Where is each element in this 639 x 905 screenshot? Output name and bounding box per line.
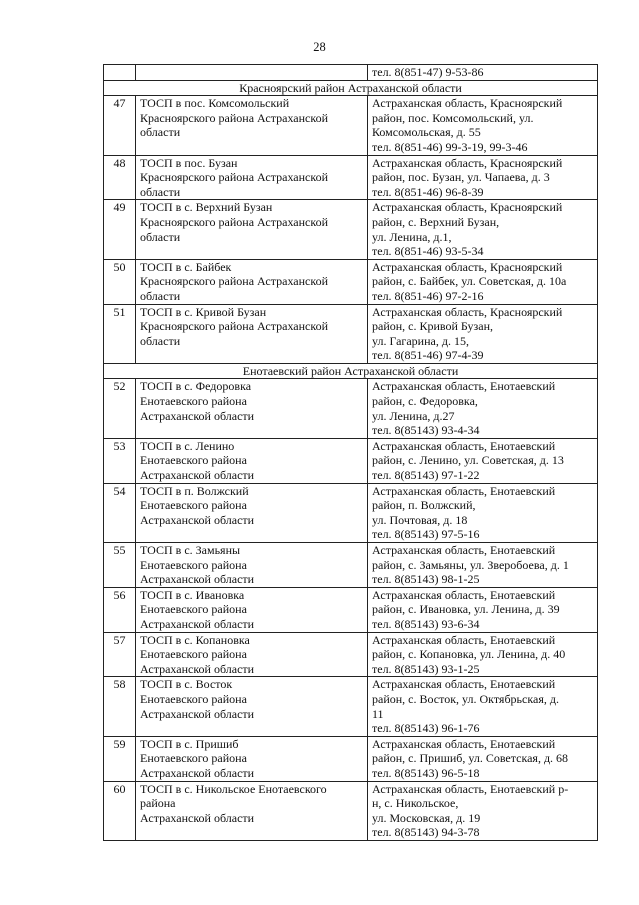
table-row [104, 304, 598, 363]
row-name [136, 155, 368, 200]
address-line: район, с. Байбек, ул. Советская, д. 10а [372, 274, 567, 289]
row-address [368, 438, 598, 483]
address-line: тел. 8(851-46) 97-4-39 [372, 348, 484, 363]
row-number: 56 [104, 587, 136, 632]
address-line: тел. 8(85143) 93-4-34 [372, 423, 480, 438]
table-row [104, 155, 598, 200]
row-name [136, 543, 368, 588]
row-number: 54 [104, 483, 136, 542]
address-line: тел. 8(851-46) 93-5-34 [372, 244, 484, 259]
table-row [104, 587, 598, 632]
address-line: тел. 8(851-46) 96-8-39 [372, 184, 484, 199]
row-number: 52 [104, 379, 136, 438]
address-line: район, с. Копановка, ул. Ленина, д. 40 [372, 647, 566, 662]
row-address [368, 736, 598, 781]
district-title: Красноярский район Астраханской области [104, 80, 598, 96]
address-line: Астраханская область, Красноярский [372, 200, 563, 215]
page-number: 28 [313, 40, 326, 54]
name-line: области [140, 229, 181, 244]
address-line: тел. 8(851-46) 99-3-19, 99-3-46 [372, 139, 528, 154]
row-address [368, 155, 598, 200]
table-row [104, 200, 598, 259]
row-number: 47 [104, 96, 136, 155]
name-line: Астраханской области [140, 616, 255, 631]
row-name [136, 587, 368, 632]
address-line: район, пос. Бузан, ул. Чапаева, д. 3 [372, 170, 550, 185]
name-line: ТОСП в пос. Бузан [140, 155, 238, 170]
registry-table [103, 64, 598, 841]
name-line: ТОСП в с. Федоровка [140, 379, 252, 394]
row-name [136, 483, 368, 542]
address-line: Астраханская область, Енотаевский [372, 632, 556, 647]
address-line: тел. 8(851-46) 97-2-16 [372, 288, 484, 303]
row-address [368, 543, 598, 588]
name-line: Енотаевского района [140, 498, 247, 513]
row-name [136, 677, 368, 736]
name-line: Енотаевского района [140, 647, 247, 662]
table-row [104, 96, 598, 155]
address-line: Астраханская область, Красноярский [372, 96, 563, 111]
table-row [104, 781, 598, 840]
name-line: ТОСП в с. Замьяны [140, 543, 241, 557]
address-line: тел. 8(85143) 93-1-25 [372, 661, 480, 676]
address-line: район, с. Замьяны, ул. Зверобоева, д. 1 [372, 557, 569, 572]
name-line: ТОСП в с. Ленино [140, 438, 235, 453]
address-line: Астраханская область, Красноярский [372, 259, 563, 274]
address-line: Астраханская область, Енотаевский [372, 438, 556, 453]
name-line: Енотаевского района [140, 691, 247, 706]
address-line: Астраханская область, Енотаевский [372, 483, 556, 498]
name-line: Красноярского района Астраханской [140, 214, 329, 229]
address-line: Комсомольская, д. 55 [372, 125, 481, 140]
address-line: тел. 8(85143) 97-5-16 [372, 527, 480, 542]
name-line: Енотаевского района [140, 557, 247, 572]
row-name [136, 438, 368, 483]
address-line: ул. Гагарина, д. 15, [372, 333, 469, 348]
address-line: ул. Ленина, д.1, [372, 229, 452, 244]
table-row [104, 65, 598, 81]
name-line: Астраханской области [140, 661, 255, 676]
name-line: ТОСП в с. Верхний Бузан [140, 200, 273, 215]
table-row [104, 379, 598, 438]
address-line: Астраханская область, Красноярский [372, 155, 563, 170]
name-line: Красноярского района Астраханской [140, 319, 329, 334]
row-name [136, 259, 368, 304]
address-line: Астраханская область, Енотаевский [372, 379, 556, 394]
row-name [136, 736, 368, 781]
district-header-row [104, 80, 598, 96]
name-line: Астраханской области [140, 810, 255, 825]
table-row [104, 677, 598, 736]
address-line: Астраханская область, Енотаевский [372, 587, 556, 602]
address-line: тел. 8(85143) 93-6-34 [372, 616, 480, 631]
district-header-row [104, 363, 598, 379]
address-line: район, с. Пришиб, ул. Советская, д. 68 [372, 751, 569, 766]
name-line: ТОСП в пос. Комсомольский [140, 96, 290, 111]
row-address [368, 677, 598, 736]
row-address [368, 379, 598, 438]
address-line: район, п. Волжский, [372, 498, 476, 513]
row-number: 58 [104, 677, 136, 736]
table-row [104, 438, 598, 483]
row-address [368, 632, 598, 677]
row-number [104, 65, 136, 81]
address-line: Астраханская область, Енотаевский [372, 677, 556, 692]
name-line: Красноярского района Астраханской [140, 110, 329, 125]
row-address [368, 96, 598, 155]
name-line: Енотаевского района [140, 394, 247, 409]
address-line: район, с. Федоровка, [372, 394, 478, 409]
name-line: ТОСП в с. Копановка [140, 632, 250, 647]
row-name [136, 379, 368, 438]
name-line: района [140, 796, 176, 811]
address-line: район, с. Восток, ул. Октябрьская, д. [372, 691, 559, 706]
address-line: Астраханская область, Красноярский [372, 304, 563, 319]
name-line: Астраханской области [140, 706, 255, 721]
name-line: области [140, 333, 181, 348]
address-line: Астраханская область, Енотаевский [372, 543, 556, 557]
address-line: тел. 8(85143) 98-1-25 [372, 572, 480, 587]
address-line: район, с. Кривой Бузан, [372, 319, 494, 334]
name-line: ТОСП в с. Байбек [140, 259, 232, 274]
row-name [136, 200, 368, 259]
row-name [136, 632, 368, 677]
name-line: ТОСП в с. Восток [140, 677, 233, 692]
row-address [368, 587, 598, 632]
address-line: район, с. Ленино, ул. Советская, д. 13 [372, 453, 564, 468]
name-line: Енотаевского района [140, 453, 247, 468]
address-line: ул. Ленина, д.27 [372, 408, 455, 423]
name-line: Астраханской области [140, 572, 255, 587]
address-line: Астраханская область, Енотаевский р- [372, 781, 569, 796]
row-number: 59 [104, 736, 136, 781]
address-line: ул. Московская, д. 19 [372, 810, 481, 825]
address-line: район, с. Верхний Бузан, [372, 214, 500, 229]
row-address [368, 200, 598, 259]
row-number: 57 [104, 632, 136, 677]
address-line: тел. 8(85143) 96-1-76 [372, 721, 480, 736]
address-line: тел. 8(851-47) 9-53-86 [372, 65, 484, 79]
row-address [368, 65, 598, 81]
row-address [368, 304, 598, 363]
name-line: ТОСП в с. Кривой Бузан [140, 304, 267, 319]
row-number: 53 [104, 438, 136, 483]
row-number: 55 [104, 543, 136, 588]
name-line: ТОСП в с. Никольское Енотаевского [140, 781, 327, 796]
name-line: Енотаевского района [140, 602, 247, 617]
name-line: ТОСП в п. Волжский [140, 483, 249, 498]
name-line: ТОСП в с. Ивановка [140, 587, 245, 602]
row-name [136, 65, 368, 81]
row-address [368, 483, 598, 542]
address-line: тел. 8(85143) 97-1-22 [372, 468, 480, 483]
table-row [104, 543, 598, 588]
name-line: области [140, 125, 181, 140]
district-title: Енотаевский район Астраханской области [104, 363, 598, 379]
row-number: 60 [104, 781, 136, 840]
row-number: 48 [104, 155, 136, 200]
row-number: 49 [104, 200, 136, 259]
row-address [368, 781, 598, 840]
name-line: Астраханской области [140, 408, 255, 423]
row-number: 51 [104, 304, 136, 363]
address-line: 11 [372, 706, 384, 721]
address-line: н, с. Никольское, [372, 796, 459, 811]
name-line: Красноярского района Астраханской [140, 170, 329, 185]
row-address [368, 259, 598, 304]
table-row [104, 483, 598, 542]
name-line: области [140, 288, 181, 303]
address-line: район, с. Ивановка, ул. Ленина, д. 39 [372, 602, 560, 617]
table-row [104, 736, 598, 781]
registry-body [104, 65, 598, 841]
name-line: Астраханской области [140, 512, 255, 527]
name-line: Астраханской области [140, 765, 255, 780]
name-line: ТОСП в с. Пришиб [140, 736, 239, 751]
address-line: тел. 8(85143) 96-5-18 [372, 765, 480, 780]
row-name [136, 781, 368, 840]
address-line: ул. Почтовая, д. 18 [372, 512, 468, 527]
address-line: тел. 8(85143) 94-3-78 [372, 825, 480, 840]
row-number: 50 [104, 259, 136, 304]
table-row [104, 632, 598, 677]
name-line: Енотаевского района [140, 751, 247, 766]
table-row [104, 259, 598, 304]
name-line: Красноярского района Астраханской [140, 274, 329, 289]
row-name [136, 304, 368, 363]
name-line: Астраханской области [140, 468, 255, 483]
address-line: район, пос. Комсомольский, ул. [372, 110, 534, 125]
address-line: Астраханская область, Енотаевский [372, 736, 556, 751]
row-name [136, 96, 368, 155]
name-line: области [140, 184, 181, 199]
